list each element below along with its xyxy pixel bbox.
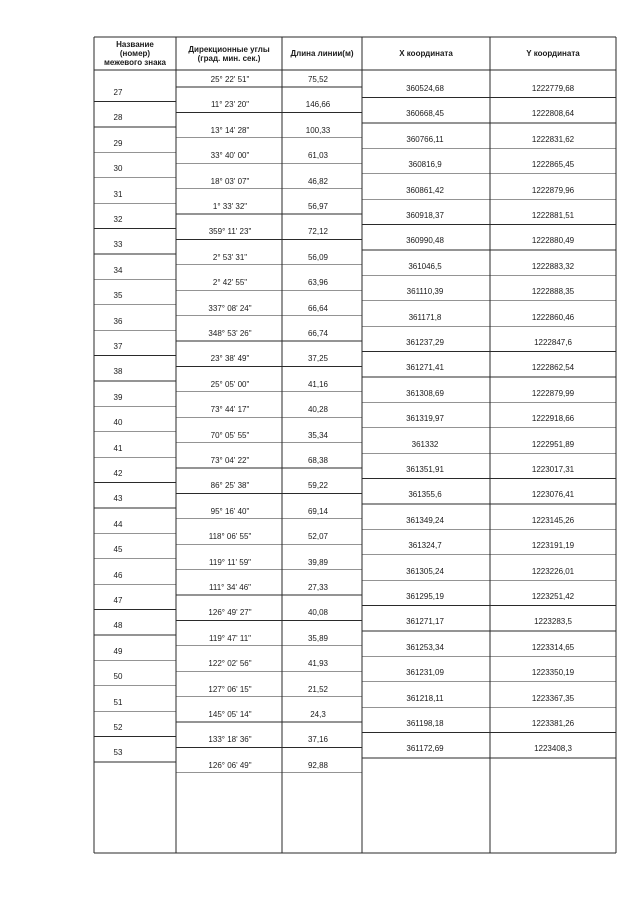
y-coordinate: 1222881,51 [531,211,575,220]
line-length: 66,64 [307,303,329,313]
direction-angle: 126° 49' 27" [208,608,252,618]
y-coordinate: 1223381,26 [531,719,575,728]
line-length: 56,09 [307,252,329,262]
direction-angle: 11° 23' 20" [210,100,250,110]
line-length: 35,89 [307,633,329,643]
line-length: 41,93 [307,659,329,669]
point-name: 50 [113,672,123,682]
line-length: 41,16 [307,379,329,389]
point-name: 27 [113,88,123,97]
direction-angle: 23° 38' 49" [210,354,250,364]
y-coordinate: 1223145,26 [531,515,575,525]
y-coordinate: 1222879,99 [531,388,575,398]
x-coordinate: 361046,5 [408,261,442,271]
y-coordinate: 1222951,89 [531,439,575,449]
direction-angle: 73° 44' 17" [210,405,250,415]
direction-angle: 95° 16' 40" [210,506,250,516]
x-coordinate: 360918,37 [406,211,444,220]
y-coordinate: 1223283,5 [534,617,572,627]
x-coordinate: 360524,68 [406,84,444,93]
point-name: 28 [113,113,123,123]
line-length: 56,97 [307,202,329,211]
y-coordinate: 1222879,96 [531,185,575,195]
x-coordinate: 361198,18 [406,719,444,728]
direction-angle: 2° 53' 31" [212,252,248,262]
point-name: 34 [113,265,123,275]
direction-angle: 25° 22' 51" [210,75,250,84]
line-length: 40,28 [307,405,329,415]
y-coordinate: 1222831,62 [531,134,575,144]
point-name: 45 [113,545,123,555]
header-direction-angle: Дирекционные углы (град. мин. сек.) [188,44,270,63]
point-name: 48 [113,621,123,631]
y-coordinate: 1222808,64 [531,109,575,119]
header-y-coordinate: Y координата [526,49,580,58]
line-length: 37,25 [307,354,329,364]
y-coordinate: 1222880,49 [531,236,575,246]
y-coordinate: 1222883,32 [531,261,575,271]
direction-angle: 127° 06' 15" [208,684,252,694]
x-coordinate: 360861,42 [406,185,444,195]
point-name: 40 [113,418,123,428]
line-length: 59,22 [307,481,329,491]
line-length: 146,66 [305,100,331,110]
x-coordinate: 361253,34 [406,642,444,652]
y-coordinate: 1222862,54 [531,363,575,373]
point-name: 41 [113,443,123,453]
direction-angle: 119° 11' 59" [209,557,251,567]
y-coordinate: 1223367,35 [531,693,575,703]
x-coordinate: 361324,7 [408,541,442,551]
line-length: 37,16 [307,735,329,745]
line-length: 40,08 [307,608,329,618]
line-length: 72,12 [307,227,329,237]
point-name: 42 [113,469,123,478]
y-coordinate: 1222865,45 [531,160,575,170]
point-name: 35 [113,291,123,301]
line-length: 39,89 [307,557,329,567]
header-point-name: Название (номер) межевого знака [103,40,167,67]
line-length: 68,38 [307,456,329,465]
point-name: 52 [113,723,123,732]
y-coordinate: 1222860,46 [531,312,575,322]
x-coordinate: 360766,11 [406,134,444,144]
line-length: 27,33 [307,583,329,592]
direction-angle: 337° 08' 24" [208,303,252,313]
x-coordinate: 361332 [411,439,439,449]
line-length: 69,14 [307,506,329,516]
y-coordinate: 1222918,66 [531,414,575,424]
x-coordinate: 361319,97 [406,414,444,424]
line-length: 75,52 [307,75,329,84]
x-coordinate: 361271,17 [406,617,444,627]
direction-angle: 13° 14' 28" [210,125,250,135]
x-coordinate: 361171,8 [408,312,442,322]
line-length: 24,3 [310,710,326,719]
y-coordinate: 1223017,31 [531,465,575,474]
x-coordinate: 361295,19 [406,592,444,601]
y-coordinate: 1223191,19 [531,541,575,551]
y-coordinate: 1223408,3 [534,744,572,754]
direction-angle: 86° 25' 38" [210,481,250,491]
point-name: 43 [113,494,123,504]
x-coordinate: 361355,6 [408,490,442,500]
direction-angle: 25° 05' 00" [210,379,250,389]
direction-angle: 73° 04' 22" [210,456,250,465]
point-name: 49 [113,646,123,656]
point-name: 51 [113,697,123,707]
y-coordinate: 1223226,01 [531,566,575,576]
y-coordinate: 1222847,6 [534,338,572,347]
point-name: 47 [113,596,123,605]
x-coordinate: 361172,69 [406,744,444,754]
x-coordinate: 360816,9 [408,160,442,170]
direction-angle: 2° 42' 55" [212,278,248,288]
x-coordinate: 361237,29 [406,338,444,347]
direction-angle: 118° 06' 55" [208,532,252,542]
direction-angle: 119° 47' 11" [209,633,251,643]
y-coordinate: 1223314,65 [531,642,575,652]
point-name: 30 [113,164,123,174]
direction-angle: 126° 06' 49" [208,760,252,770]
x-coordinate: 360668,45 [406,109,444,119]
y-coordinate: 1223076,41 [531,490,575,500]
line-length: 63,96 [307,278,329,288]
point-name: 39 [113,392,123,402]
point-name: 32 [113,215,123,224]
line-length: 21,52 [307,684,329,694]
direction-angle: 33° 40' 00" [210,151,250,161]
point-name: 44 [113,519,123,529]
x-coordinate: 361308,69 [406,388,444,398]
point-name: 53 [113,748,123,758]
y-coordinate: 1223251,42 [531,592,575,601]
point-name: 29 [113,138,123,148]
y-coordinate: 1222888,35 [531,287,575,297]
direction-angle: 18° 03' 07" [210,176,250,186]
direction-angle: 122° 02' 56" [208,659,252,669]
direction-angle: 111° 34' 46" [209,583,251,592]
x-coordinate: 361231,09 [406,668,444,678]
line-length: 46,82 [307,176,329,186]
x-coordinate: 361271,41 [406,363,444,373]
x-coordinate: 361218,11 [406,693,444,703]
header-line-length: Длина линии(м) [290,49,354,58]
point-name: 33 [113,240,123,250]
line-length: 100,33 [305,125,331,135]
direction-angle: 133° 18' 36" [208,735,252,745]
line-length: 61,03 [307,151,329,161]
line-length: 52,07 [307,532,329,542]
point-name: 31 [113,189,123,199]
y-coordinate: 1223350,19 [531,668,575,678]
x-coordinate: 361305,24 [406,566,444,576]
direction-angle: 359° 11' 23" [208,227,252,237]
x-coordinate: 361351,91 [406,465,444,474]
direction-angle: 70° 05' 55" [210,430,250,440]
point-name: 36 [113,316,123,326]
point-name: 46 [113,570,123,580]
direction-angle: 348° 53' 26" [208,329,252,338]
x-coordinate: 361349,24 [406,515,444,525]
direction-angle: 145° 05' 14" [208,710,252,719]
header-x-coordinate: X координата [399,49,453,58]
x-coordinate: 361110,39 [406,287,444,297]
line-length: 35,34 [307,430,329,440]
line-length: 92,88 [307,760,329,770]
y-coordinate: 1222779,68 [531,84,575,93]
x-coordinate: 360990,48 [406,236,444,246]
direction-angle: 1° 33' 32" [212,202,248,211]
point-name: 37 [113,342,123,351]
point-name: 38 [113,367,123,377]
line-length: 66,74 [307,329,329,338]
